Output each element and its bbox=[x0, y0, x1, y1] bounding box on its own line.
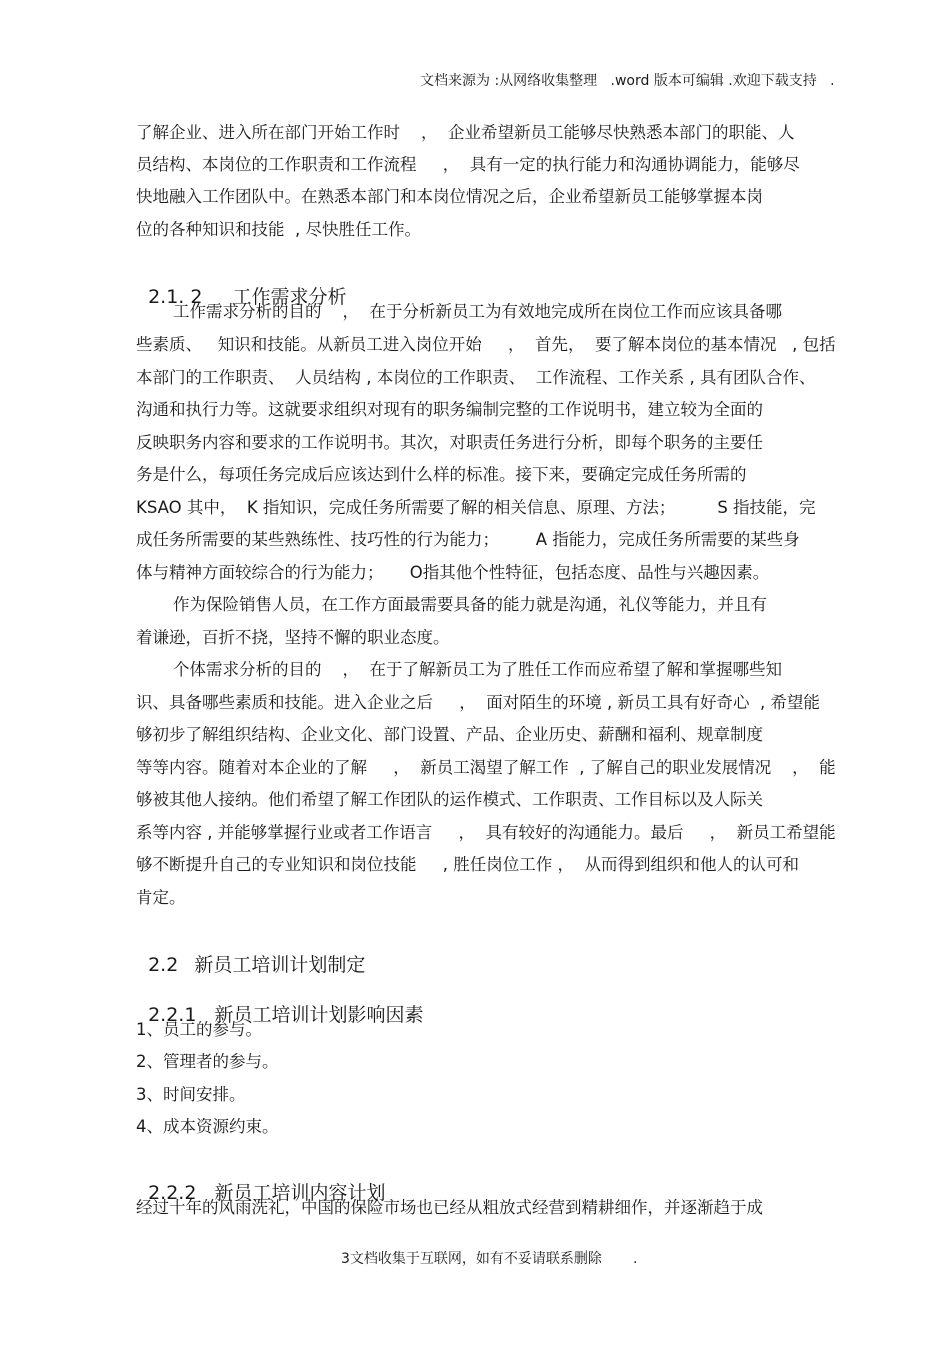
list-item: 3、时间安排。 bbox=[136, 1085, 246, 1104]
text-line: 系等内容 , 并能够掌握行业或者工作语言 ， 具有较好的沟通能力。最后 ， 新员工希望能 bbox=[136, 823, 836, 842]
list-item: 4、成本资源约束。 bbox=[136, 1117, 279, 1136]
section-number: 2.1. 2 bbox=[148, 286, 203, 308]
text-line: 识、具备哪些素质和技能。进入企业之后 ， 面对陌生的环境 , 新员工具有好奇心 , 希望能 bbox=[136, 693, 820, 712]
text-line: 够被其他人接纳。他们希望了解工作团队的运作模式、工作职责、工作目标以及人际关 bbox=[136, 790, 763, 809]
text-line: 成任务所需要的某些熟练性、技巧性的行为能力； A 指能力，完成任务所需要的某些身 bbox=[136, 530, 800, 549]
text-line: 体与精神方面较综合的行为能力； O指其他个性特征，包括态度、品性与兴趣因素。 bbox=[136, 563, 770, 582]
list-item: 1、员工的参与。 bbox=[136, 1020, 262, 1039]
section-title: 工作需求分析 bbox=[232, 286, 347, 308]
text-line: 反映职务内容和要求的工作说明书。其次，对职责任务进行分析，即每个职务的主要任 bbox=[136, 433, 763, 452]
list-item: 2、管理者的参与。 bbox=[136, 1052, 279, 1071]
section-title: 新员工培训计划制定 bbox=[194, 954, 366, 976]
text-line: 本部门的工作职责、 人员结构 , 本岗位的工作职责、 工作流程、工作关系 , 具有团队合作、 bbox=[136, 368, 816, 387]
text-line: 等等内容。随着对本企业的了解 ， 新员工渴望了解工作 , 了解自己的职业发展情况 ， 能 bbox=[136, 758, 836, 777]
text-line: 作为保险销售人员，在工作方面最需要具备的能力就是沟通，礼仪等能力，并且有 bbox=[173, 595, 767, 614]
text-line: 个体需求分析的目的 ， 在于了解新员工为了胜任工作而应希望了解和掌握哪些知 bbox=[173, 660, 782, 679]
section-title: 新员工培训计划影响因素 bbox=[214, 1004, 424, 1026]
page-header: 文档来源为 :从网络收集整理 .word 版本可编辑 .欢迎下载支持 . bbox=[420, 73, 835, 89]
section-number: 2.2.2 bbox=[148, 1182, 197, 1204]
text-line: 够初步了解组织结构、企业文化、部门设置、产品、企业历史、薪酬和福利、规章制度 bbox=[136, 725, 763, 744]
section-title: 新员工培训内容计划 bbox=[214, 1182, 386, 1204]
text-line: 着谦逊，百折不挠，坚持不懈的职业态度。 bbox=[136, 628, 450, 647]
page-footer: 3文档收集于互联网，如有不妥请联系删除 . bbox=[341, 1251, 638, 1267]
text-line: 员结构、本岗位的工作职责和工作流程 ， 具有一定的执行能力和沟通协调能力，能够尽 bbox=[136, 155, 800, 174]
text-line: 经过十年的风雨洗礼，中国的保险市场也已经从粗放式经营到精耕细作，并逐渐趋于成 bbox=[136, 1198, 763, 1217]
text-line: KSAO 其中， K 指知识，完成任务所需要了解的相关信息、原理、方法； S 指技能，完 bbox=[136, 498, 816, 517]
text-line: 务是什么，每项任务完成后应该达到什么样的标准。接下来，要确定完成任务所需的 bbox=[136, 465, 747, 484]
section-number: 2.2.1 bbox=[148, 1004, 197, 1026]
text-line: 够不断提升自己的专业知识和岗位技能 , 胜任岗位工作 ， 从而得到组织和他人的认可和 bbox=[136, 855, 799, 874]
text-line: 位的各种知识和技能 , 尽快胜任工作。 bbox=[136, 220, 421, 239]
section-heading-2-2 bbox=[136, 926, 365, 978]
text-line: 沟通和执行力等。这就要求组织对现有的职务编制完整的工作说明书，建立较为全面的 bbox=[136, 400, 763, 419]
text-line: 了解企业、进入所在部门开始工作时 ， 企业希望新员工能够尽快熟悉本部门的职能、人 bbox=[136, 123, 795, 142]
text-line: 些素质、 知识和技能。从新员工进入岗位开始 ， 首先， 要了解本岗位的基本情况 , 包括 bbox=[136, 335, 836, 354]
text-line: 快地融入工作团队中。在熟悉本部门和本岗位情况之后，企业希望新员工能够掌握本岗 bbox=[136, 187, 763, 206]
text-line: 工作需求分析的目的 ， 在于分析新员工为有效地完成所在岗位工作而应该具备哪 bbox=[173, 302, 782, 321]
text-line: 肯定。 bbox=[136, 888, 186, 907]
section-number: 2.2 bbox=[148, 954, 179, 976]
